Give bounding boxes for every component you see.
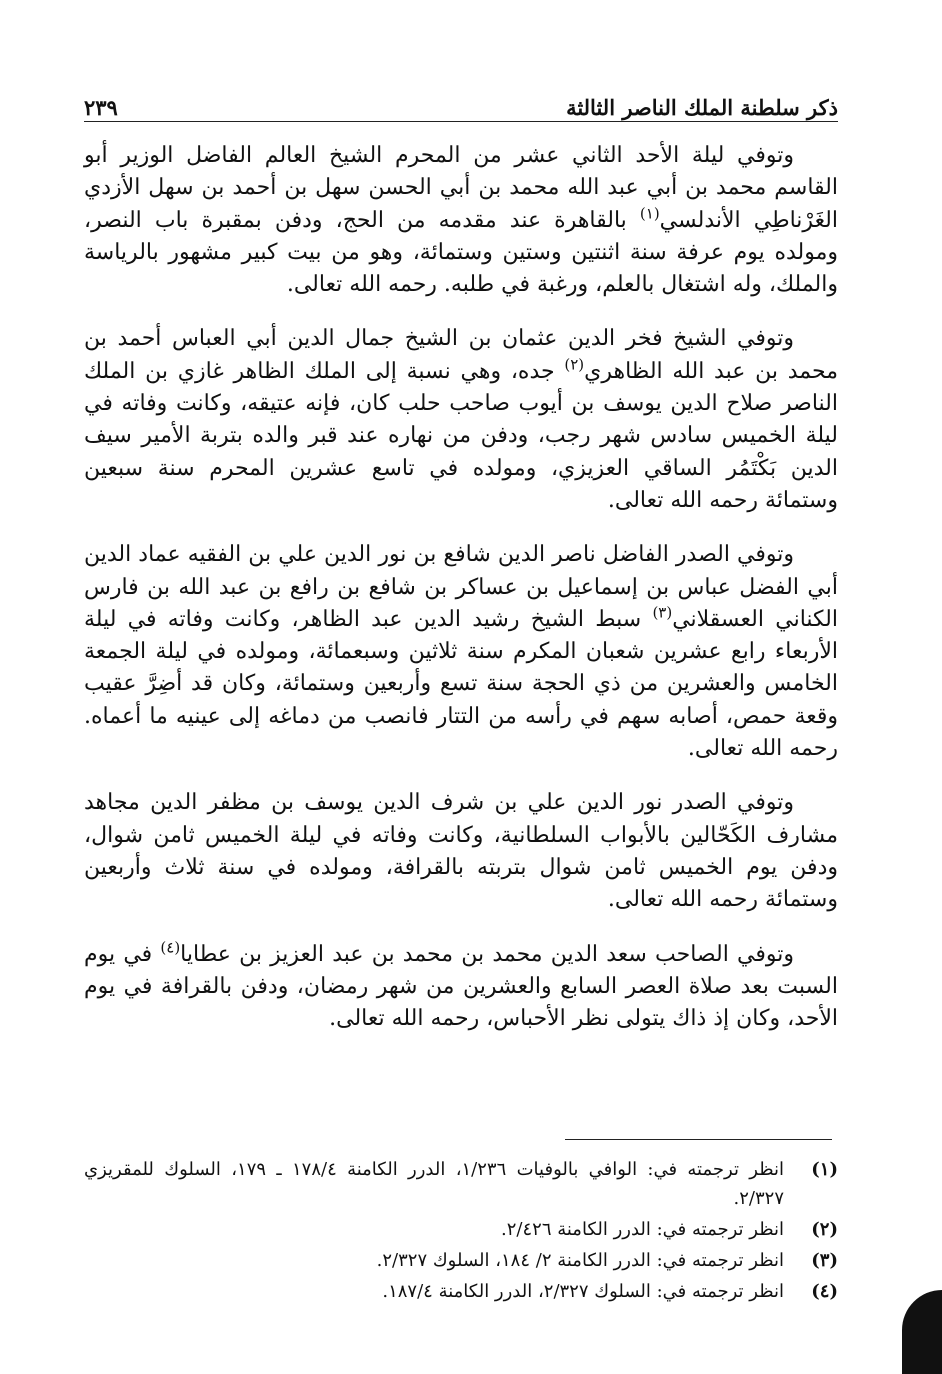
footnote-number: (١)	[811, 1159, 838, 1180]
paragraph	[84, 323, 838, 517]
paragraph	[84, 539, 838, 765]
paragraph-text: وتوفي الصدر نور الدين علي بن شرف الدين يوسف بن مظفر الدين مجاهد مشارف الكَحّالين بالأبواب السلطانية، وكانت وفاته في ليلة الخميس ثامن شوال، ودفن يوم الخميس ثامن شوال بتربته بالقرافة، ومولده في سنة ثلاث وأربعين وستمائة رحمه الله تعالى.	[84, 790, 838, 913]
main-text	[84, 140, 838, 1057]
footnote-ref: (٤)	[160, 938, 181, 957]
footnote-text: انظر ترجمته في: الوافي بالوفيات ١/٢٣٦، الدرر الكامنة ١٧٨/٤ ـ ١٧٩، السلوك للمقريزي ٢/٣٢٧.	[84, 1159, 784, 1209]
footnote	[84, 1246, 838, 1275]
paragraph-text: وتوفي الصدر الفاضل ناصر الدين شافع بن نور الدين علي بن الفقيه عماد الدين أبي الفضل عباس بن إسماعيل بن عساكر بن شافع بن رافع بن عبد الله بن فارس الكناني العسقلاني	[84, 542, 838, 632]
paragraph-text: في يوم السبت بعد صلاة العصر السابع والعشرين من شهر رمضان، ودفن بالقرافة في يوم الأحد، وكان إذ ذاك يتولى نظر الأحباس، رحمه الله تعالى.	[84, 941, 838, 1032]
paragraph	[84, 140, 838, 301]
footnote-ref: (١)	[639, 204, 660, 223]
footnote-number: (٣)	[811, 1250, 838, 1271]
footnote-divider	[565, 1139, 832, 1140]
footnotes	[84, 1155, 838, 1308]
paragraph-text: وتوفي ليلة الأحد الثاني عشر من المحرم الشيخ العالم الفاضل الوزير أبو القاسم محمد بن أبي عبد الله محمد بن أبي الحسن سهل بن أحمد بن سهل الأزدي الغَرْناطِي الأندلسي	[84, 143, 838, 233]
header-divider	[84, 121, 838, 122]
paragraph-text: سبط الشيخ رشيد الدين عبد الظاهر، وكانت وفاته في ليلة الأربعاء رابع عشرين شعبان المكرم سنة ثلاثين وسبعمائة، ومولده في ليلة الجمعة الخامس والعشرين من ذي الحجة سنة تسع وأربعين وستمائة، وكان قد أضِرَّ عقيب وقعة حمص، أصابه سهم في رأسه من التتار فانصب من دماغه إلى عينيه ما أعماه. رحمه الله تعالى.	[84, 606, 838, 762]
paragraph-text: وتوفي الصاحب سعد الدين محمد بن محمد بن عبد العزيز بن عطايا	[180, 941, 795, 967]
page-number: ٢٣٩	[84, 95, 118, 120]
footnote-text: انظر ترجمته في: الدرر الكامنة ٢/٤٢٦.	[501, 1219, 784, 1240]
footnote-text: انظر ترجمته في: الدرر الكامنة ٢/ ١٨٤، السلوك ٢/٣٢٧.	[376, 1250, 784, 1271]
page-header	[84, 86, 838, 120]
paragraph-text: بالقاهرة عند مقدمه من الحج، ودفن بمقبرة باب النصر، ومولده يوم عرفة سنة اثنتين وستين وستمائة، وهو من بيت كبير مشهور بالرياسة والملك، وله اشتغال بالعلم، ورغبة في طلبه. رحمه الله تعالى.	[84, 207, 838, 298]
paragraph-text: وتوفي الشيخ فخر الدين عثمان بن الشيخ جمال الدين أبي العباس أحمد بن محمد بن عبد الله الظاهري	[84, 326, 838, 384]
paragraph-text: جده، وهي نسبة إلى الملك الظاهر غازي بن الملك الناصر صلاح الدين يوسف بن أيوب صاحب حلب كان، فإنه عتيقه، وكانت وفاته في ليلة الخميس سادس شهر رجب، ودفن من نهاره عند قبر والده بتربة الأمير سيف الدين بَكْتَمُر الساقي العزيزي، ومولده في تاسع عشرين المحرم سنة سبعين وستمائة رحمه الله تعالى.	[84, 358, 838, 513]
paragraph	[84, 787, 838, 916]
paragraph	[84, 939, 838, 1036]
footnote	[84, 1155, 838, 1213]
footnote-ref: (٢)	[564, 355, 585, 374]
footnote	[84, 1215, 838, 1244]
running-title: ذكر سلطنة الملك الناصر الثالثة	[566, 95, 838, 120]
footnote-ref: (٣)	[652, 603, 673, 622]
footnote	[84, 1277, 838, 1306]
scan-binding-shadow	[902, 1290, 942, 1374]
footnote-text: انظر ترجمته في: السلوك ٢/٣٢٧، الدرر الكامنة ١٨٧/٤.	[382, 1281, 784, 1302]
footnote-number: (٤)	[811, 1281, 838, 1302]
footnote-number: (٢)	[811, 1219, 838, 1240]
